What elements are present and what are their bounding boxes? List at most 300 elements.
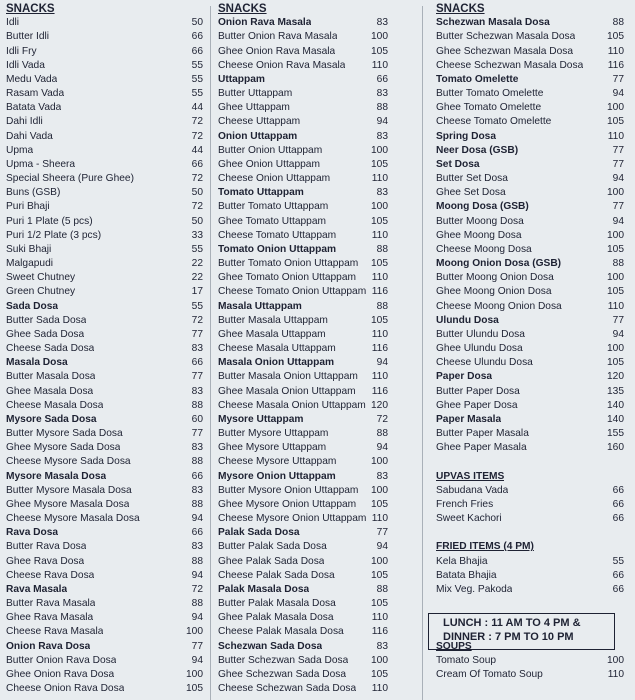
- item-price: 110: [607, 300, 624, 312]
- menu-item: [0, 498, 210, 512]
- item-name: Cheese Tomato Uttappam: [218, 229, 337, 241]
- menu-item: [0, 370, 210, 384]
- menu-item: [210, 328, 422, 342]
- item-name: Butter Schezwan Sada Dosa: [218, 654, 349, 666]
- item-name: Paper Dosa: [436, 371, 493, 383]
- menu-item: [0, 597, 210, 611]
- section-title: SOUPS: [436, 640, 472, 652]
- item-name: Ghee Rava Dosa: [6, 555, 85, 567]
- item-name: Cheese Tomato Omelette: [436, 116, 552, 128]
- menu-item: [0, 130, 210, 144]
- menu-item: [422, 555, 635, 569]
- item-price: 105: [371, 314, 388, 326]
- item-price: 66: [191, 357, 203, 369]
- item-price: 94: [376, 541, 388, 553]
- item-name: Buns (GSB): [6, 187, 61, 199]
- item-price: 94: [612, 215, 624, 227]
- item-price: 66: [612, 583, 624, 595]
- menu-item: [0, 640, 210, 654]
- item-name: Cheese Rava Masala: [6, 626, 104, 638]
- menu-item: [210, 484, 422, 498]
- item-price: 88: [376, 102, 388, 114]
- menu-item: [0, 158, 210, 172]
- menu-item: [422, 654, 635, 668]
- lunch-timing: LUNCH : 11 AM TO 4 PM &: [443, 617, 581, 629]
- menu-item: [0, 115, 210, 129]
- item-name: Cheese Moong Onion Dosa: [436, 300, 562, 312]
- item-price: 50: [191, 17, 203, 29]
- item-price: 77: [191, 428, 203, 440]
- item-name: Cheese Mysore Onion Uttappam: [218, 513, 367, 525]
- menu-item: [0, 540, 210, 554]
- menu-item: [422, 300, 635, 314]
- item-price: 55: [612, 555, 624, 567]
- menu-item: [210, 555, 422, 569]
- menu-item: [0, 59, 210, 73]
- item-name: Tomato Uttappam: [218, 187, 304, 199]
- menu-item: [210, 370, 422, 384]
- item-price: 100: [607, 229, 624, 241]
- item-name: Butter Onion Uttappam: [218, 144, 323, 156]
- item-name: Mysore Sada Dosa: [6, 413, 97, 425]
- menu-item: [422, 115, 635, 129]
- item-price: 50: [191, 187, 203, 199]
- item-name: Rava Dosa: [6, 527, 59, 539]
- menu-item: [422, 30, 635, 44]
- menu-item: [0, 229, 210, 243]
- menu-item: [210, 441, 422, 455]
- item-name: Cheese Tomato Onion Uttappam: [218, 286, 367, 298]
- menu-item: [210, 158, 422, 172]
- menu-item: [210, 583, 422, 597]
- menu-item: [210, 427, 422, 441]
- item-price: 110: [371, 173, 388, 185]
- item-name: Dahi Vada: [6, 130, 53, 142]
- menu-item: [422, 172, 635, 186]
- item-name: Tomato Omelette: [436, 73, 519, 85]
- item-name: Special Sheera (Pure Ghee): [6, 173, 134, 185]
- item-price: 72: [191, 116, 203, 128]
- item-price: 160: [607, 442, 624, 454]
- menu-item: [422, 59, 635, 73]
- menu-item: [422, 229, 635, 243]
- item-name: Cheese Onion Rava Dosa: [6, 683, 125, 695]
- item-price: 88: [612, 17, 624, 29]
- menu-item: [0, 271, 210, 285]
- item-price: 77: [191, 640, 203, 652]
- item-name: Butter Mysore Masala Dosa: [6, 484, 132, 496]
- menu-item: [422, 328, 635, 342]
- item-price: 110: [371, 229, 388, 241]
- item-name: Cheese Moong Dosa: [436, 243, 532, 255]
- item-price: 94: [612, 88, 624, 100]
- menu-item: [422, 130, 635, 144]
- section-title: UPVAS ITEMS: [436, 470, 505, 482]
- menu-item: [210, 87, 422, 101]
- item-price: 77: [612, 201, 624, 213]
- menu-item: [210, 668, 422, 682]
- menu-item: [210, 130, 422, 144]
- menu-item: [210, 73, 422, 87]
- menu-item: [422, 200, 635, 214]
- item-price: 100: [371, 144, 388, 156]
- menu-item: [0, 427, 210, 441]
- menu-item: [422, 144, 635, 158]
- item-name: Schezwan Masala Dosa: [436, 17, 550, 29]
- item-name: Onion Rava Masala: [218, 17, 312, 29]
- item-name: Idli: [6, 17, 20, 29]
- item-price: 66: [191, 158, 203, 170]
- item-price: 94: [191, 654, 203, 666]
- menu-item: [0, 413, 210, 427]
- item-price: 77: [612, 73, 624, 85]
- menu-item: [422, 569, 635, 583]
- menu-item: [210, 172, 422, 186]
- menu-item: [210, 611, 422, 625]
- item-price: 77: [612, 314, 624, 326]
- menu-item: [422, 583, 635, 597]
- menu-item: [422, 257, 635, 271]
- item-name: Ghee Masala Onion Uttappam: [218, 385, 356, 397]
- section-title: SNACKS: [436, 3, 485, 15]
- item-price: 105: [371, 569, 388, 581]
- item-price: 83: [191, 343, 203, 355]
- item-name: Ghee Onion Rava Masala: [218, 45, 336, 57]
- menu-item: [210, 200, 422, 214]
- item-price: 44: [191, 144, 203, 156]
- item-name: Uttappam: [218, 73, 265, 85]
- item-price: 94: [191, 569, 203, 581]
- item-name: Ghee Masala Dosa: [6, 385, 94, 397]
- item-price: 55: [191, 73, 203, 85]
- menu-item: [210, 498, 422, 512]
- menu-item: [422, 186, 635, 200]
- item-price: 94: [612, 328, 624, 340]
- item-name: Butter Tomato Onion Uttappam: [218, 258, 359, 270]
- menu-item: [0, 342, 210, 356]
- menu-item: [210, 455, 422, 469]
- item-name: Palak Masala Dosa: [218, 583, 310, 595]
- item-price: 120: [607, 371, 624, 383]
- item-price: 83: [191, 442, 203, 454]
- item-name: Cream Of Tomato Soup: [436, 668, 543, 680]
- item-price: 88: [376, 300, 388, 312]
- item-name: Rava Masala: [6, 583, 68, 595]
- item-price: 66: [191, 31, 203, 43]
- menu-item: [0, 30, 210, 44]
- item-price: 155: [607, 428, 624, 440]
- item-name: Palak Sada Dosa: [218, 527, 300, 539]
- menu-item: [422, 484, 635, 498]
- item-name: Cheese Masala Dosa: [6, 399, 104, 411]
- item-price: 105: [607, 286, 624, 298]
- item-name: Idli Vada: [6, 59, 45, 71]
- item-name: Sweet Chutney: [6, 272, 76, 284]
- menu-item: [0, 356, 210, 370]
- menu-item: [422, 427, 635, 441]
- menu-item: [0, 257, 210, 271]
- item-name: Ghee Mysore Onion Uttappam: [218, 498, 357, 510]
- item-name: Batata Bhajia: [436, 569, 497, 581]
- item-price: 100: [371, 484, 388, 496]
- item-name: Ghee Paper Dosa: [436, 399, 518, 411]
- item-name: Ghee Uttappam: [218, 102, 290, 114]
- menu-item: [210, 569, 422, 583]
- menu-item: [422, 243, 635, 257]
- menu-item: [422, 314, 635, 328]
- item-name: Set Dosa: [436, 158, 480, 170]
- item-name: Ghee Masala Uttappam: [218, 328, 326, 340]
- item-name: Butter Sada Dosa: [6, 314, 87, 326]
- item-name: Butter Onion Rava Masala: [218, 31, 338, 43]
- item-price: 72: [191, 173, 203, 185]
- menu-item: [0, 583, 210, 597]
- section-heading: [210, 2, 422, 16]
- item-price: 100: [186, 668, 203, 680]
- item-price: 88: [191, 555, 203, 567]
- item-name: Butter Masala Uttappam: [218, 314, 328, 326]
- item-name: Ghee Tomato Omelette: [436, 102, 542, 114]
- item-price: 66: [612, 569, 624, 581]
- menu-item: [210, 101, 422, 115]
- menu-item: [210, 597, 422, 611]
- item-price: 94: [376, 116, 388, 128]
- item-name: Rasam Vada: [6, 88, 65, 100]
- item-name: Upma - Sheera: [6, 158, 76, 170]
- item-name: Cheese Schezwan Sada Dosa: [218, 683, 357, 695]
- item-price: 94: [191, 612, 203, 624]
- item-price: 88: [191, 598, 203, 610]
- item-price: 100: [371, 654, 388, 666]
- item-name: Cheese Mysore Sada Dosa: [6, 456, 131, 468]
- menu-item: [210, 30, 422, 44]
- item-name: Butter Paper Masala: [436, 428, 529, 440]
- menu-item: [422, 413, 635, 427]
- item-price: 105: [371, 668, 388, 680]
- item-price: 105: [371, 215, 388, 227]
- item-name: Mix Veg. Pakoda: [436, 583, 513, 595]
- item-name: Butter Schezwan Masala Dosa: [436, 31, 576, 43]
- menu-item: [210, 16, 422, 30]
- item-price: 66: [612, 498, 624, 510]
- item-name: Ghee Moong Onion Dosa: [436, 286, 552, 298]
- item-name: Cheese Onion Uttappam: [218, 173, 331, 185]
- item-price: 83: [191, 484, 203, 496]
- menu-item: [422, 16, 635, 30]
- item-price: 44: [191, 102, 203, 114]
- item-price: 88: [191, 456, 203, 468]
- menu-item: [210, 640, 422, 654]
- item-name: Ghee Rava Masala: [6, 612, 94, 624]
- item-name: Puri Bhaji: [6, 201, 50, 213]
- item-name: Butter Uttappam: [218, 88, 293, 100]
- menu-item: [0, 682, 210, 696]
- item-price: 50: [191, 215, 203, 227]
- item-price: 88: [191, 399, 203, 411]
- menu-item: [0, 470, 210, 484]
- item-name: Moong Dosa (GSB): [436, 201, 529, 213]
- item-name: Suki Bhaji: [6, 243, 52, 255]
- timings-box: [428, 613, 615, 650]
- item-price: 77: [191, 371, 203, 383]
- item-name: Tomato Onion Uttappam: [218, 243, 337, 255]
- item-name: Cheese Ulundu Dosa: [436, 357, 533, 369]
- menu-item: [0, 314, 210, 328]
- menu-item: [0, 625, 210, 639]
- menu-item: [210, 470, 422, 484]
- item-name: French Fries: [436, 498, 494, 510]
- menu-item: [422, 271, 635, 285]
- menu-item: [0, 285, 210, 299]
- item-price: 100: [607, 272, 624, 284]
- item-price: 140: [607, 413, 624, 425]
- item-price: 94: [191, 513, 203, 525]
- menu-item: [210, 413, 422, 427]
- menu-item: [210, 356, 422, 370]
- menu-item: [0, 668, 210, 682]
- menu-item: [0, 200, 210, 214]
- section-heading: [422, 470, 635, 484]
- item-name: Ghee Mysore Masala Dosa: [6, 498, 130, 510]
- spacer: [422, 526, 635, 540]
- item-price: 66: [191, 470, 203, 482]
- item-name: Masala Onion Uttappam: [218, 357, 335, 369]
- item-name: Butter Masala Dosa: [6, 371, 96, 383]
- item-name: Neer Dosa (GSB): [436, 144, 519, 156]
- item-name: Dahi Idli: [6, 116, 43, 128]
- menu-item: [210, 314, 422, 328]
- item-price: 105: [371, 498, 388, 510]
- item-name: Ulundu Dosa: [436, 314, 499, 326]
- item-name: Sada Dosa: [6, 300, 59, 312]
- menu-item: [210, 625, 422, 639]
- menu-item: [0, 611, 210, 625]
- menu-item: [422, 441, 635, 455]
- item-price: 116: [607, 59, 624, 71]
- item-name: Moong Onion Dosa (GSB): [436, 258, 562, 270]
- item-price: 77: [376, 527, 388, 539]
- item-name: Butter Set Dosa: [436, 173, 508, 185]
- item-price: 116: [371, 385, 388, 397]
- item-price: 116: [371, 626, 388, 638]
- item-price: 72: [376, 413, 388, 425]
- item-name: Paper Masala: [436, 413, 502, 425]
- item-price: 110: [371, 371, 388, 383]
- item-price: 110: [607, 130, 624, 142]
- item-name: Cheese Mysore Uttappam: [218, 456, 337, 468]
- menu-item: [210, 385, 422, 399]
- item-name: Cheese Masala Onion Uttappam: [218, 399, 366, 411]
- section-title: SNACKS: [6, 3, 55, 15]
- item-price: 110: [607, 668, 624, 680]
- menu-item: [210, 285, 422, 299]
- item-name: Mysore Onion Uttappam: [218, 470, 336, 482]
- item-price: 105: [371, 258, 388, 270]
- item-name: Idli Fry: [6, 45, 37, 57]
- menu-item: [422, 356, 635, 370]
- item-price: 105: [607, 116, 624, 128]
- item-price: 66: [191, 45, 203, 57]
- item-price: 100: [607, 187, 624, 199]
- menu-item: [210, 257, 422, 271]
- item-price: 105: [186, 683, 203, 695]
- menu-item: [210, 526, 422, 540]
- item-price: 22: [191, 272, 203, 284]
- menu-item: [210, 144, 422, 158]
- menu-item: [0, 243, 210, 257]
- menu-item: [0, 101, 210, 115]
- item-price: 83: [191, 541, 203, 553]
- spacer: [422, 455, 635, 469]
- item-price: 22: [191, 258, 203, 270]
- item-price: 100: [371, 555, 388, 567]
- item-price: 88: [376, 428, 388, 440]
- item-name: Butter Palak Sada Dosa: [218, 541, 327, 553]
- item-name: Cheese Uttappam: [218, 116, 301, 128]
- item-name: Butter Masala Onion Uttappam: [218, 371, 358, 383]
- item-price: 100: [607, 654, 624, 666]
- menu-item: [422, 87, 635, 101]
- item-name: Schezwan Sada Dosa: [218, 640, 323, 652]
- item-name: Onion Rava Dosa: [6, 640, 91, 652]
- item-price: 77: [191, 328, 203, 340]
- item-name: Mysore Uttappam: [218, 413, 304, 425]
- menu-item: [210, 682, 422, 696]
- item-price: 66: [612, 513, 624, 525]
- item-name: Kela Bhajia: [436, 555, 488, 567]
- item-price: 88: [191, 498, 203, 510]
- item-price: 94: [612, 173, 624, 185]
- item-price: 140: [607, 399, 624, 411]
- item-price: 105: [607, 357, 624, 369]
- item-price: 33: [191, 229, 203, 241]
- item-name: Butter Moong Onion Dosa: [436, 272, 554, 284]
- item-price: 110: [371, 612, 388, 624]
- menu-item: [210, 540, 422, 554]
- item-price: 83: [376, 470, 388, 482]
- item-price: 55: [191, 243, 203, 255]
- item-name: Onion Uttappam: [218, 130, 298, 142]
- item-price: 100: [186, 626, 203, 638]
- menu-item: [422, 45, 635, 59]
- section-heading: [422, 2, 635, 16]
- menu-item: [422, 342, 635, 356]
- item-name: Ghee Schezwan Sada Dosa: [218, 668, 346, 680]
- item-price: 60: [191, 413, 203, 425]
- section-heading: [422, 540, 635, 554]
- item-name: Cheese Onion Rava Masala: [218, 59, 346, 71]
- menu-item: [210, 229, 422, 243]
- item-price: 105: [607, 31, 624, 43]
- section-title: SNACKS: [218, 3, 267, 15]
- item-name: Butter Tomato Omelette: [436, 88, 544, 100]
- item-price: 105: [607, 243, 624, 255]
- item-price: 105: [371, 598, 388, 610]
- item-price: 66: [612, 484, 624, 496]
- item-price: 83: [376, 17, 388, 29]
- item-name: Green Chutney: [6, 286, 76, 298]
- item-name: Cheese Schezwan Masala Dosa: [436, 59, 584, 71]
- menu-item: [0, 526, 210, 540]
- menu-item: [210, 512, 422, 526]
- item-price: 55: [191, 88, 203, 100]
- item-price: 110: [371, 683, 388, 695]
- item-price: 135: [607, 385, 624, 397]
- item-name: Cheese Palak Sada Dosa: [218, 569, 335, 581]
- item-name: Cheese Mysore Masala Dosa: [6, 513, 140, 525]
- item-price: 110: [607, 45, 624, 57]
- item-price: 88: [376, 583, 388, 595]
